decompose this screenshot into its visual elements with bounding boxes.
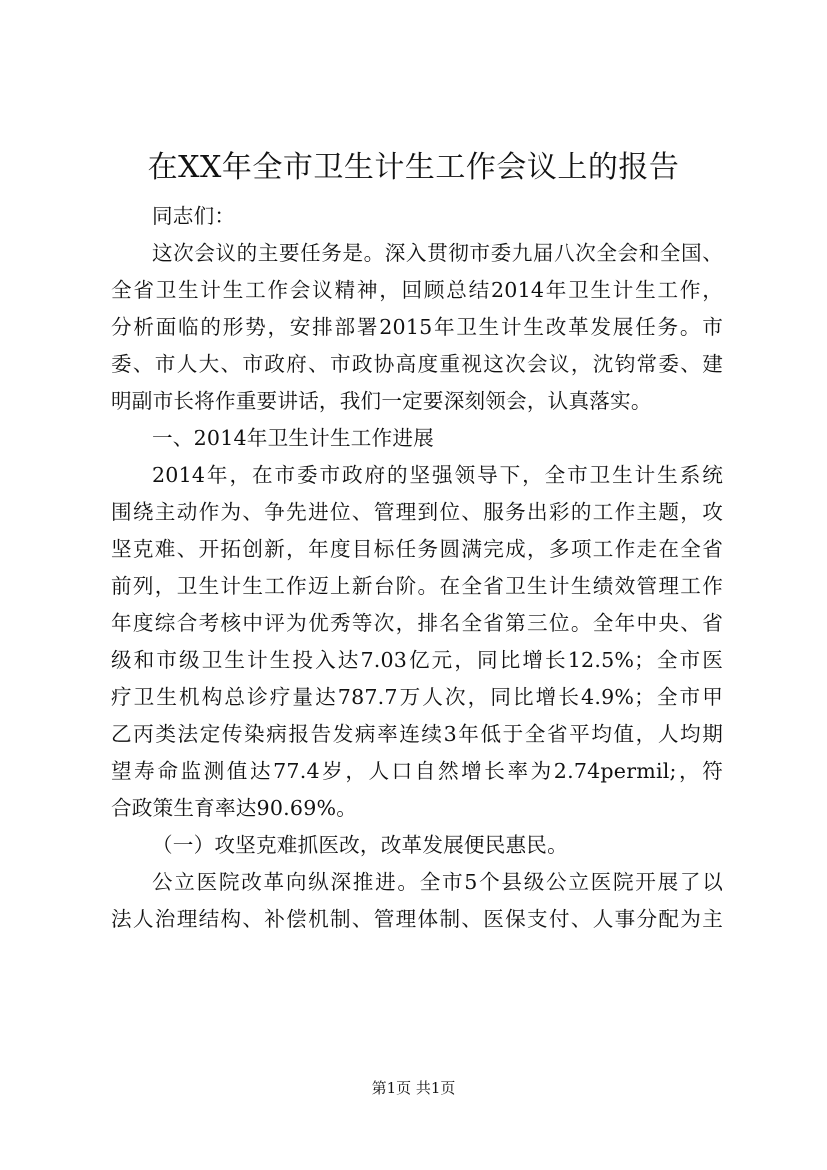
paragraph-line: 委、市人大、市政府、市政协高度重视这次会议，沈钧常委、建 (111, 352, 723, 376)
paragraph-line: 坚克难、开拓创新，年度目标任务圆满完成，多项工作走在全省 (111, 537, 723, 561)
paragraph-line: 围绕主动作为、争先进位、管理到位、服务出彩的工作主题，攻 (111, 500, 723, 524)
paragraph-line: 公立医院改革向纵深推进。全市5个县级公立医院开展了以 (152, 870, 723, 894)
paragraph-line: 2014年，在市委市政府的坚强领导下，全市卫生计生系统 (152, 463, 723, 487)
paragraph-line: 全省卫生计生工作会议精神，回顾总结2014年卫生计生工作， (111, 278, 723, 302)
paragraph-line: 疗卫生机构总诊疗量达787.7万人次，同比增长4.9%；全市甲 (111, 685, 723, 709)
paragraph-line: 乙丙类法定传染病报告发病率连续3年低于全省平均值，人均期 (111, 722, 723, 746)
paragraph-line: 法人治理结构、补偿机制、管理体制、医保支付、人事分配为主 (111, 907, 723, 931)
document-title: 在XX年全市卫生计生工作会议上的报告 (147, 150, 680, 185)
salutation-line: 同志们： (152, 204, 236, 228)
document-body (111, 198, 723, 938)
paragraph-line: 合政策生育率达90.69%。 (111, 796, 358, 820)
paragraph-line: 分析面临的形势，安排部署2015年卫生计生改革发展任务。市 (111, 315, 723, 339)
paragraph-line: 明副市长将作重要讲话，我们一定要深刻领会，认真落实。 (111, 389, 652, 413)
paragraph-line: 年度综合考核中评为优秀等次，排名全省第三位。全年中央、省 (111, 611, 723, 635)
subsection-heading: （一）攻坚克难抓医改，改革发展便民惠民。 (152, 833, 568, 857)
paragraph-line: 望寿命监测值达77.4岁，人口自然增长率为2.74permil;，符 (111, 759, 723, 783)
page-number-footer: 第1页 共1页 (371, 1079, 456, 1097)
paragraph-line: 前列，卫生计生工作迈上新台阶。在全省卫生计生绩效管理工作 (111, 574, 723, 598)
paragraph-line: 级和市级卫生计生投入达7.03亿元，同比增长12.5%；全市医 (111, 648, 723, 672)
section-heading: 一、2014年卫生计生工作进展 (152, 426, 434, 450)
paragraph-line: 这次会议的主要任务是。深入贯彻市委九届八次全会和全国、 (152, 241, 723, 265)
